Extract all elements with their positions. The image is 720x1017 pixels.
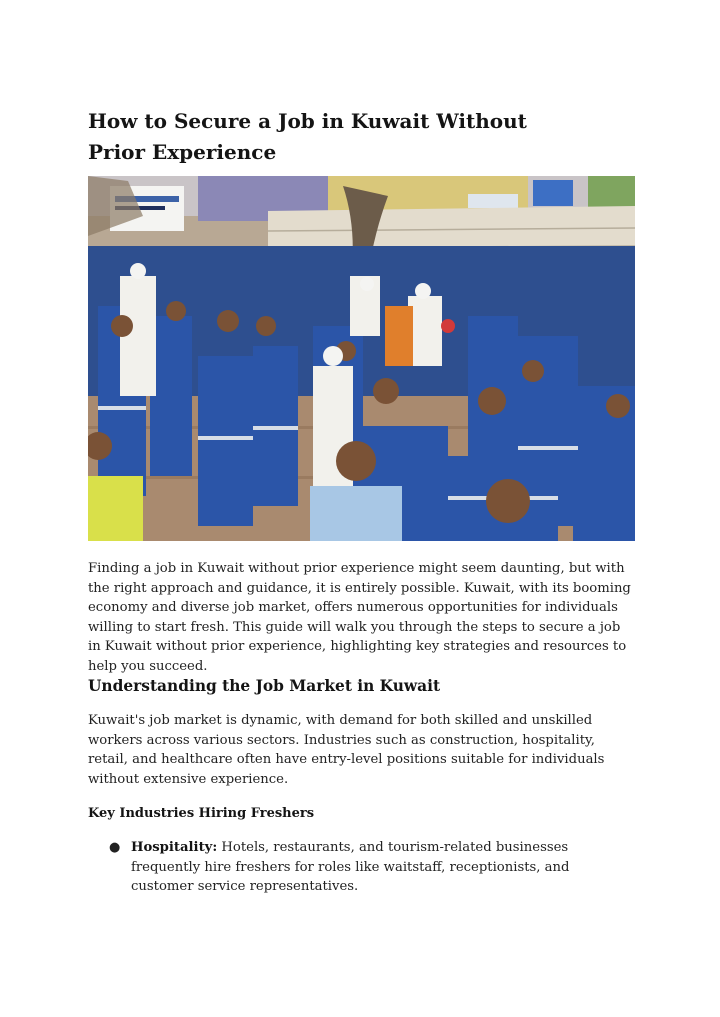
- industries-list: [88, 838, 636, 897]
- key-industries-heading: Key Industries Hiring Freshers: [88, 806, 315, 821]
- job-fair-photo: [88, 176, 635, 541]
- section-heading: Understanding the Job Market in Kuwait: [88, 677, 441, 695]
- list-item-text: Hotels, restaurants, and tourism-related businesses frequently hire freshers for roles like waitstaff, receptionists, and customer service representatives.: [131, 840, 570, 895]
- job-market-paragraph: Kuwait's job market is dynamic, with demand for both skilled and unskilled workers across various sectors. Industries such as construction, hospitality, retail, and healthcare often have entry-level positions suitable for individuals without extensive experience.: [88, 713, 605, 787]
- page-title: How to Secure a Job in Kuwait Without Prior Experience: [88, 109, 527, 164]
- bullet-icon: ●: [109, 840, 121, 855]
- intro-paragraph: Finding a job in Kuwait without prior experience might seem daunting, but with the right approach and guidance, it is entirely possible. Kuwait, with its booming economy and diverse job market, offers numerous opportunities for individuals willing to start fresh. This guide will walk you through the steps to secure a job in Kuwait without prior experience, highlighting key strategies and resources to help you succeed.: [88, 561, 631, 674]
- list-item-label: Hospitality:: [131, 840, 218, 855]
- list-item: [88, 838, 636, 897]
